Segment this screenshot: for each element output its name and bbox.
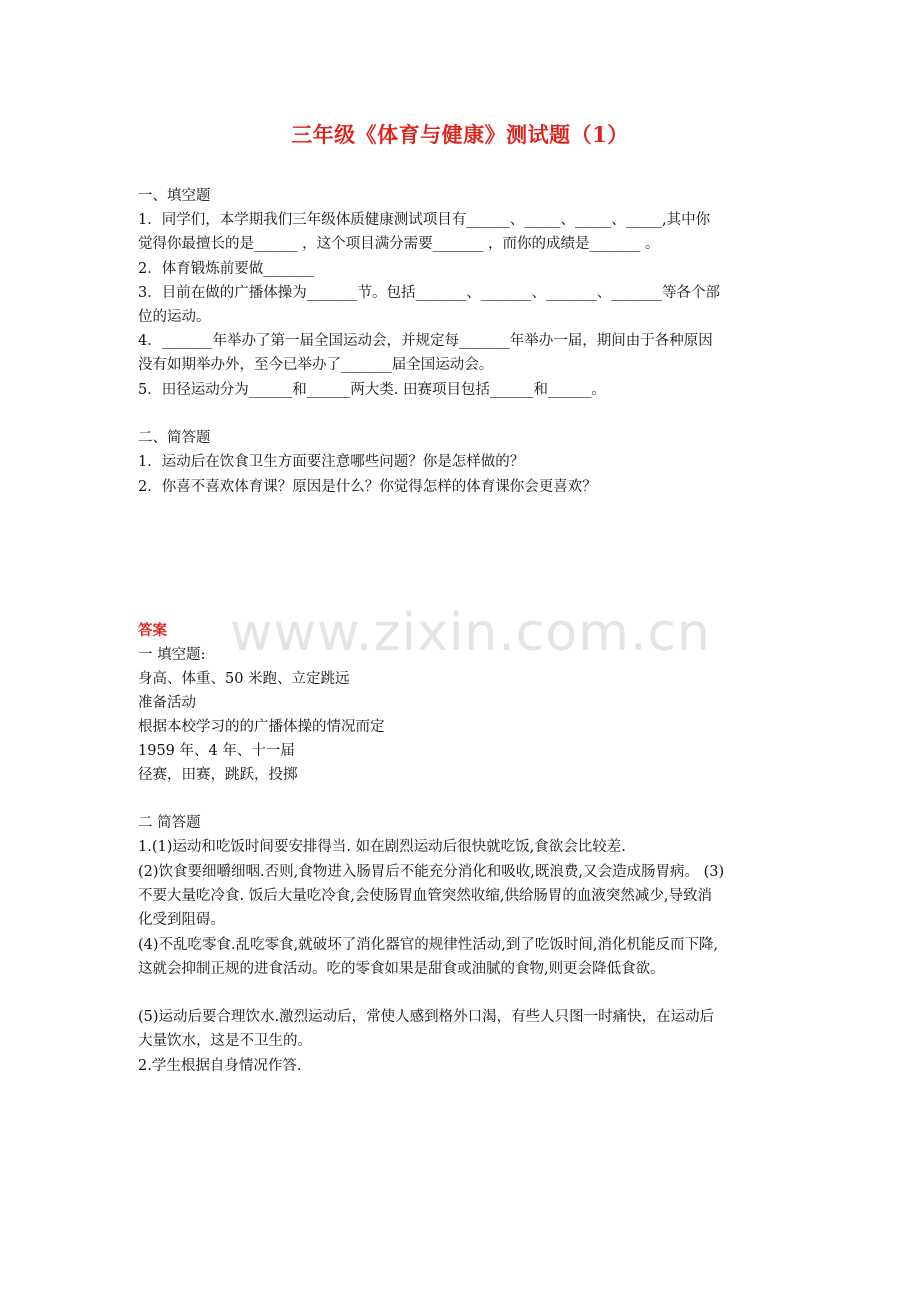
watermark: www.zixin.com.cn (230, 603, 711, 663)
question-line: 3．目前在做的广播体操为_______节。包括_______、_______、_______、_______等各个部 (138, 285, 720, 301)
question-line: 觉得你最擅长的是______ ，这个项目满分需要_______ ，而你的成绩是_______ 。 (138, 236, 660, 252)
answer-line: (2)饮食要细嚼细咽.否则,食物进入肠胃后不能充分消化和吸收,既浪费,又会造成肠胃病。 (3) (138, 864, 725, 880)
answers-short-heading: 二 简答题 (138, 815, 201, 831)
answer-line: 1.(1)运动和吃饭时间要安排得当. 如在剧烈运动后很快就吃饭,食欲会比较差. (138, 839, 626, 855)
answer-line: 身高、体重、50 米跑、立定跳远 (138, 671, 350, 687)
answer-line: 大量饮水，这是不卫生的。 (138, 1033, 312, 1049)
question-line: 2．你喜不喜欢体育课？原因是什么？你觉得怎样的体育课你会更喜欢？ (138, 479, 597, 495)
page-title: 三年级《体育与健康》测试题（1） (291, 122, 629, 147)
section-heading-short-answer: 二、简答题 (138, 430, 211, 446)
answer-line: 径赛，田赛，跳跃，投掷 (138, 767, 298, 783)
answer-line: 这就会抑制正规的进食活动。吃的零食如果是甜食或油腻的食物,则更会降低食欲。 (138, 961, 665, 977)
answer-line: 根据本校学习的的广播体操的情况而定 (138, 719, 385, 735)
answer-line: 化受到阻碍。 (138, 912, 225, 928)
question-line: 1．运动后在饮食卫生方面要注意哪些问题？你是怎样做的？ (138, 454, 525, 470)
section-heading-fill-blank: 一、填空题 (138, 188, 211, 204)
question-line: 位的运动。 (138, 309, 211, 325)
answer-line: (5)运动后要合理饮水.激烈运动后，常使人感到格外口渴，有些人只图一时痛快，在运动后 (138, 1009, 715, 1025)
question-line: 1．同学们，本学期我们三年级体质健康测试项目有______、_____、_____、_____,其中你 (138, 212, 711, 228)
question-line: 4．_______年举办了第一届全国运动会，并规定每_______年举办一届，期间由于各种原因 (138, 333, 713, 349)
question-line: 5．田径运动分为______和______两大类. 田赛项目包括______和______。 (138, 382, 606, 398)
answer-line: 准备活动 (138, 695, 196, 711)
answers-fill-heading: 一 填空题: (138, 647, 206, 663)
answer-final-line: 2.学生根据自身情况作答. (138, 1058, 302, 1074)
answer-line: 1959 年、4 年、十一届 (138, 743, 295, 759)
answer-line: 不要大量吃冷食. 饭后大量吃冷食,会使肠胃血管突然收缩,供给肠胃的血液突然减少,导致消 (138, 888, 713, 904)
question-line: 2．体育锻炼前要做_______ (138, 261, 314, 277)
answer-line: (4)不乱吃零食.乱吃零食,就破坏了消化器官的规律性活动,到了吃饭时间,消化机能反而下降, (138, 937, 719, 953)
answers-heading: 答案 (138, 622, 167, 639)
question-line: 没有如期举办外，至今已举办了_______届全国运动会。 (138, 357, 494, 373)
